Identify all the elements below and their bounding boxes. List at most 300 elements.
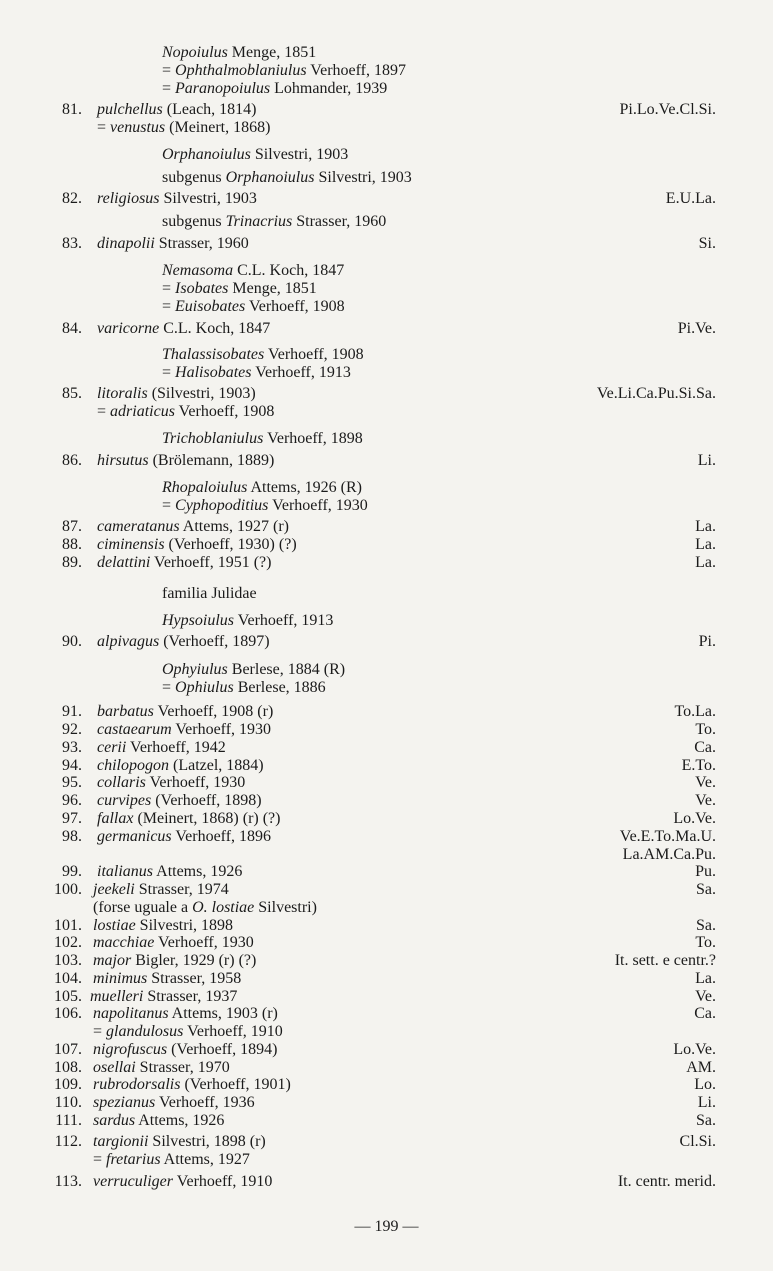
entry-line xyxy=(0,585,773,603)
entry-number: 93. xyxy=(62,739,82,756)
entry-text xyxy=(93,899,317,917)
entry-text xyxy=(162,146,348,164)
entry-text xyxy=(162,298,345,316)
taxon-name: O. lostiae xyxy=(192,899,255,916)
entry-detail: Silvestri, 1903 xyxy=(314,169,412,186)
entry-line xyxy=(0,430,773,448)
entry-line xyxy=(0,497,773,515)
entry-detail: Menge, 1851 xyxy=(227,44,317,61)
distribution-region: To. xyxy=(695,934,716,951)
distribution-region: It. sett. e centr.? xyxy=(614,952,716,969)
entry-detail: (Meinert, 1868) xyxy=(165,119,271,136)
distribution-region: La. xyxy=(695,554,716,571)
entry-detail: Berlese, 1884 (R) xyxy=(227,661,346,678)
entry-detail: familia Julidae xyxy=(162,585,257,602)
taxon-name: osellai xyxy=(93,1059,136,1076)
entry-text xyxy=(97,703,273,721)
taxon-name: delattini xyxy=(97,554,151,571)
entry-detail: (Leach, 1814) xyxy=(162,101,257,118)
entry-line xyxy=(0,213,773,231)
distribution-region: To. xyxy=(695,721,716,738)
taxon-name: germanicus xyxy=(97,828,172,845)
entry-text xyxy=(162,62,406,80)
entry-detail: Strasser, 1960 xyxy=(154,235,249,252)
entry-detail: Verhoeff, 1908 xyxy=(245,298,345,315)
distribution-region: Ve.Li.Ca.Pu.Si.Sa. xyxy=(596,385,716,402)
entry-line xyxy=(0,280,773,298)
species-entry xyxy=(0,934,773,952)
taxon-name: litoralis xyxy=(97,385,148,402)
distribution-region: Ca. xyxy=(694,739,716,756)
entry-detail: Verhoeff, 1930 xyxy=(268,497,368,514)
entry-detail: Strasser, 1958 xyxy=(147,970,242,987)
species-entry xyxy=(0,385,773,403)
entry-detail: Attems, 1903 (r) xyxy=(168,1005,278,1022)
distribution-region: Ve. xyxy=(695,774,716,791)
entry-number: 110. xyxy=(54,1094,82,1111)
entry-detail: (Verhoeff, 1901) xyxy=(180,1076,291,1093)
species-entry xyxy=(0,970,773,988)
entry-number: 85. xyxy=(62,385,82,402)
taxon-name: Orphanoiulus xyxy=(225,169,315,186)
entry-text xyxy=(97,518,289,536)
entry-detail: Verhoeff, 1908 (r) xyxy=(153,703,274,720)
distribution-region: Ve. xyxy=(695,792,716,809)
species-entry xyxy=(0,1005,773,1023)
entry-detail: = xyxy=(162,80,176,97)
entry-text xyxy=(93,1005,278,1023)
taxon-name: alpivagus xyxy=(97,633,160,650)
distribution-region: Pu. xyxy=(695,863,716,880)
species-entry xyxy=(0,881,773,899)
species-entry xyxy=(0,863,773,881)
entry-detail: Silvestri, 1903 xyxy=(250,146,349,163)
distribution-region: Sa. xyxy=(696,881,716,898)
entry-line xyxy=(0,612,773,630)
entry-detail: = xyxy=(97,119,111,136)
entry-text xyxy=(93,1133,266,1151)
entry-text xyxy=(97,452,274,470)
species-entry xyxy=(0,101,773,119)
taxon-name: major xyxy=(93,952,132,969)
entry-number: 82. xyxy=(62,190,82,207)
distribution-region: Li. xyxy=(697,452,716,469)
taxon-name: lostiae xyxy=(93,917,136,934)
taxon-name: hirsutus xyxy=(97,452,149,469)
entry-text xyxy=(93,1076,291,1094)
species-entry xyxy=(0,703,773,721)
distribution-region: Li. xyxy=(697,1094,716,1111)
entry-detail: Berlese, 1886 xyxy=(233,679,326,696)
taxon-name: muelleri xyxy=(90,988,144,1005)
distribution-region: Si. xyxy=(698,235,716,252)
entry-detail: (forse uguale a xyxy=(93,899,193,916)
species-entry xyxy=(0,633,773,651)
species-entry xyxy=(0,774,773,792)
entry-text xyxy=(97,828,271,846)
taxon-name: napolitanus xyxy=(93,1005,169,1022)
entry-detail: Attems, 1926 (R) xyxy=(247,479,363,496)
entry-number: 108. xyxy=(54,1059,82,1076)
entry-detail: (Verhoeff, 1930) (?) xyxy=(164,536,297,553)
taxon-name: targionii xyxy=(93,1133,149,1150)
entry-detail: (Brölemann, 1889) xyxy=(148,452,275,469)
taxon-name: nigrofuscus xyxy=(93,1041,168,1058)
entry-text xyxy=(97,757,264,775)
entry-line xyxy=(0,298,773,316)
entry-text xyxy=(97,403,274,421)
entry-detail: = xyxy=(93,1151,107,1168)
taxon-name: Ophyiulus xyxy=(162,661,228,678)
entry-text xyxy=(162,213,386,231)
distribution-region: Pi.Ve. xyxy=(677,320,716,337)
entry-detail: (Silvestri, 1903) xyxy=(147,385,256,402)
entry-number: 99. xyxy=(62,863,82,880)
entry-text xyxy=(93,1023,283,1041)
entry-text xyxy=(97,810,280,828)
distribution-region: Lo.Ve. xyxy=(673,810,716,827)
entry-detail: (Verhoeff, 1898) xyxy=(151,792,262,809)
entry-line xyxy=(0,80,773,98)
species-entry xyxy=(0,518,773,536)
entry-text xyxy=(162,80,387,98)
entry-line xyxy=(0,62,773,80)
taxon-name: Ophthalmoblaniulus xyxy=(175,62,307,79)
distribution-region: Pi. xyxy=(698,633,716,650)
entry-line xyxy=(0,169,773,187)
distribution-region: La.AM.Ca.Pu. xyxy=(622,846,716,863)
distribution-region: Sa. xyxy=(696,1112,716,1129)
species-entry xyxy=(0,452,773,470)
taxon-name: Halisobates xyxy=(175,364,252,381)
species-entry xyxy=(0,1133,773,1151)
entry-detail: Verhoeff, 1930 xyxy=(154,934,254,951)
entry-detail: subgenus xyxy=(162,169,226,186)
species-entry xyxy=(0,235,773,253)
entry-text xyxy=(162,497,368,515)
entry-text xyxy=(93,1094,255,1112)
distribution-region: Ve.E.To.Ma.U. xyxy=(619,828,716,845)
distribution-region: Ca. xyxy=(694,1005,716,1022)
entry-text xyxy=(97,320,270,338)
entry-number: 103. xyxy=(54,952,82,969)
taxon-name: jeekeli xyxy=(93,881,135,898)
entry-line xyxy=(0,262,773,280)
distribution-region: Cl.Si. xyxy=(679,1133,716,1150)
entry-number: 106. xyxy=(54,1005,82,1022)
entry-number: 86. xyxy=(62,452,82,469)
entry-detail: Verhoeff, 1896 xyxy=(171,828,272,845)
entry-text xyxy=(97,235,249,253)
taxon-name: Rhopaloiulus xyxy=(162,479,248,496)
entry-text xyxy=(97,863,242,881)
entry-detail: Verhoeff, 1936 xyxy=(155,1094,255,1111)
species-entry xyxy=(0,1173,773,1191)
entry-number: 81. xyxy=(62,101,82,118)
species-entry xyxy=(0,792,773,810)
entry-text xyxy=(162,479,362,497)
entry-text xyxy=(93,1173,272,1191)
entry-text xyxy=(93,1059,230,1077)
taxon-name: rubrodorsalis xyxy=(93,1076,181,1093)
taxon-name: ciminensis xyxy=(97,536,165,553)
entry-number: 104. xyxy=(54,970,82,987)
taxon-name: minimus xyxy=(93,970,148,987)
taxon-name: macchiae xyxy=(93,934,155,951)
entry-line xyxy=(0,403,773,421)
species-entry xyxy=(0,1112,773,1130)
entry-line xyxy=(0,846,773,864)
entry-text xyxy=(162,44,316,62)
entry-number: 90. xyxy=(62,633,82,650)
distribution-region: La. xyxy=(695,518,716,535)
entry-detail: Strasser, 1974 xyxy=(134,881,229,898)
entry-number: 102. xyxy=(54,934,82,951)
entry-text xyxy=(162,169,412,187)
entry-detail: (Latzel, 1884) xyxy=(169,757,264,774)
taxon-name: Orphanoiulus xyxy=(162,146,251,163)
taxon-name: Trichoblaniulus xyxy=(162,430,264,447)
species-entry xyxy=(0,739,773,757)
entry-detail: Silvestri, 1898 xyxy=(135,917,234,934)
entry-number: 94. xyxy=(62,757,82,774)
entry-detail: Verhoeff, 1913 xyxy=(251,364,351,381)
taxon-name: adriaticus xyxy=(110,403,175,420)
entry-text xyxy=(97,739,226,757)
species-entry xyxy=(0,1094,773,1112)
entry-number: 97. xyxy=(62,810,82,827)
entry-detail: C.L. Koch, 1847 xyxy=(233,262,345,279)
entry-detail: Verhoeff, 1910 xyxy=(172,1173,273,1190)
entry-detail: Strasser, 1970 xyxy=(135,1059,230,1076)
species-entry xyxy=(0,1059,773,1077)
entry-text xyxy=(97,101,257,119)
entry-text xyxy=(93,1151,250,1169)
entry-detail: Strasser, 1937 xyxy=(143,988,238,1005)
entry-detail: Verhoeff, 1930 xyxy=(145,774,246,791)
taxon-name: chilopogon xyxy=(97,757,169,774)
species-entry xyxy=(0,721,773,739)
entry-detail: Verhoeff, 1913 xyxy=(234,612,334,629)
species-entry xyxy=(0,917,773,935)
distribution-region: Ve. xyxy=(695,988,716,1005)
entry-detail: Bigler, 1929 (r) (?) xyxy=(131,952,257,969)
taxon-name: glandulosus xyxy=(106,1023,184,1040)
taxon-name: Trinacrius xyxy=(225,213,293,230)
entry-number: 88. xyxy=(62,536,82,553)
entry-detail: = xyxy=(162,679,176,696)
entry-detail: Silvestri, 1898 (r) xyxy=(148,1133,266,1150)
entry-line xyxy=(0,146,773,164)
species-entry xyxy=(0,952,773,970)
taxon-name: pulchellus xyxy=(97,101,163,118)
species-entry xyxy=(0,190,773,208)
entry-text xyxy=(162,364,351,382)
entry-detail: Menge, 1851 xyxy=(228,280,317,297)
entry-detail: = xyxy=(162,62,176,79)
entry-text xyxy=(97,792,262,810)
entry-text xyxy=(97,774,245,792)
entry-number: 101. xyxy=(54,917,82,934)
distribution-region: E.U.La. xyxy=(665,190,716,207)
entry-detail: Verhoeff, 1942 xyxy=(126,739,226,756)
entry-detail: Verhoeff, 1908 xyxy=(264,346,364,363)
entry-number: 105. xyxy=(54,988,82,1005)
taxon-name: religiosus xyxy=(97,190,160,207)
entry-detail: = xyxy=(162,298,176,315)
entry-detail: = xyxy=(162,280,176,297)
entry-detail: = xyxy=(162,497,176,514)
taxon-name: dinapolii xyxy=(97,235,155,252)
entry-text xyxy=(162,612,333,630)
entry-text xyxy=(97,536,297,554)
species-entry xyxy=(0,988,773,1006)
taxon-name: collaris xyxy=(97,774,146,791)
distribution-region: La. xyxy=(695,970,716,987)
entry-detail: subgenus xyxy=(162,213,226,230)
entry-line xyxy=(0,346,773,364)
entry-detail: Lohmander, 1939 xyxy=(270,80,388,97)
entry-text xyxy=(93,970,241,988)
entry-detail: Verhoeff, 1930 xyxy=(171,721,272,738)
entry-detail: = xyxy=(97,403,111,420)
entry-detail: (Verhoeff, 1897) xyxy=(159,633,270,650)
distribution-region: Pi.Lo.Ve.Cl.Si. xyxy=(619,101,716,118)
entry-text xyxy=(162,661,345,679)
entry-detail: = xyxy=(93,1023,107,1040)
taxon-name: varicorne xyxy=(97,320,160,337)
taxon-name: barbatus xyxy=(97,703,154,720)
entry-text xyxy=(93,1112,224,1130)
distribution-region: Lo. xyxy=(694,1076,716,1093)
entry-detail: Attems, 1926 xyxy=(153,863,243,880)
entry-number: 83. xyxy=(62,235,82,252)
entry-detail: = xyxy=(162,364,176,381)
distribution-region: E.To. xyxy=(681,757,716,774)
taxon-name: venustus xyxy=(110,119,166,136)
entry-text xyxy=(97,119,270,137)
taxon-name: Ophiulus xyxy=(175,679,234,696)
species-entry xyxy=(0,320,773,338)
entry-text xyxy=(93,881,229,899)
entry-text xyxy=(97,633,270,651)
entry-detail: Silvestri, 1903 xyxy=(159,190,257,207)
entry-detail: Attems, 1927 (r) xyxy=(179,518,289,535)
entry-text xyxy=(93,934,254,952)
entry-detail: Silvestri) xyxy=(254,899,317,916)
entry-number: 111. xyxy=(55,1112,82,1129)
taxon-name: Paranopoiulus xyxy=(175,80,271,97)
page-number: — 199 — xyxy=(354,1218,419,1235)
taxon-name: fallax xyxy=(97,810,134,827)
entry-detail: Verhoeff, 1898 xyxy=(263,430,363,447)
entry-text xyxy=(162,346,364,364)
entry-text xyxy=(162,262,344,280)
taxon-name: castaearum xyxy=(97,721,172,738)
distribution-region: La. xyxy=(695,536,716,553)
entry-detail: Verhoeff, 1908 xyxy=(174,403,275,420)
distribution-region: Lo.Ve. xyxy=(673,1041,716,1058)
entry-line xyxy=(0,119,773,137)
entry-text xyxy=(97,721,271,739)
entry-number: 112. xyxy=(54,1133,82,1150)
entry-detail: Strasser, 1960 xyxy=(292,213,387,230)
taxon-name: spezianus xyxy=(93,1094,156,1111)
entry-number: 113. xyxy=(54,1173,82,1190)
species-entry xyxy=(0,554,773,572)
species-entry xyxy=(0,810,773,828)
species-entry xyxy=(0,757,773,775)
species-entry xyxy=(0,1041,773,1059)
entry-line xyxy=(0,679,773,697)
taxon-name: Euisobates xyxy=(175,298,246,315)
entry-line xyxy=(0,44,773,62)
species-entry xyxy=(0,828,773,846)
species-entry xyxy=(0,1076,773,1094)
entry-text xyxy=(97,554,271,572)
taxon-name: Cyphopoditius xyxy=(175,497,269,514)
entry-line xyxy=(0,1023,773,1041)
distribution-region: Sa. xyxy=(696,917,716,934)
taxon-name: Isobates xyxy=(175,280,229,297)
entry-number: 98. xyxy=(62,828,82,845)
taxon-name: italianus xyxy=(97,863,154,880)
taxon-name: cerii xyxy=(97,739,127,756)
entry-line xyxy=(0,661,773,679)
entry-number: 87. xyxy=(62,518,82,535)
entry-number: 107. xyxy=(54,1041,82,1058)
entry-text xyxy=(162,679,326,697)
entry-number: 84. xyxy=(62,320,82,337)
entry-detail: Verhoeff, 1897 xyxy=(306,62,406,79)
entry-text xyxy=(93,952,256,970)
entry-number: 109. xyxy=(54,1076,82,1093)
entry-text xyxy=(93,1041,277,1059)
distribution-region: To.La. xyxy=(674,703,716,720)
taxon-name: Thalassisobates xyxy=(162,346,265,363)
distribution-region: It. centr. merid. xyxy=(617,1173,716,1190)
entry-line xyxy=(0,899,773,917)
entry-detail: Attems, 1926 xyxy=(135,1112,225,1129)
distribution-region: AM. xyxy=(686,1059,716,1076)
entry-number: 96. xyxy=(62,792,82,809)
entry-detail: Attems, 1927 xyxy=(160,1151,250,1168)
taxon-name: Nopoiulus xyxy=(162,44,228,61)
entry-number: 91. xyxy=(62,703,82,720)
entry-text xyxy=(162,585,257,603)
taxon-name: cameratanus xyxy=(97,518,180,535)
entry-line xyxy=(0,364,773,382)
entry-number: 92. xyxy=(62,721,82,738)
taxon-name: fretarius xyxy=(106,1151,161,1168)
entry-number: 100. xyxy=(54,881,82,898)
species-entry xyxy=(0,536,773,554)
entry-detail: (Meinert, 1868) (r) (?) xyxy=(133,810,281,827)
entry-detail: Verhoeff, 1910 xyxy=(183,1023,283,1040)
entry-text xyxy=(90,988,237,1006)
entry-text xyxy=(162,430,363,448)
entry-text xyxy=(162,280,317,298)
entry-detail: (Verhoeff, 1894) xyxy=(167,1041,278,1058)
entry-text xyxy=(97,190,257,208)
entry-detail: C.L. Koch, 1847 xyxy=(159,320,271,337)
entry-text xyxy=(93,917,233,935)
entry-text xyxy=(97,385,256,403)
taxon-name: verruculiger xyxy=(93,1173,173,1190)
taxon-name: Hypsoiulus xyxy=(162,612,234,629)
entry-line xyxy=(0,479,773,497)
entry-number: 95. xyxy=(62,774,82,791)
